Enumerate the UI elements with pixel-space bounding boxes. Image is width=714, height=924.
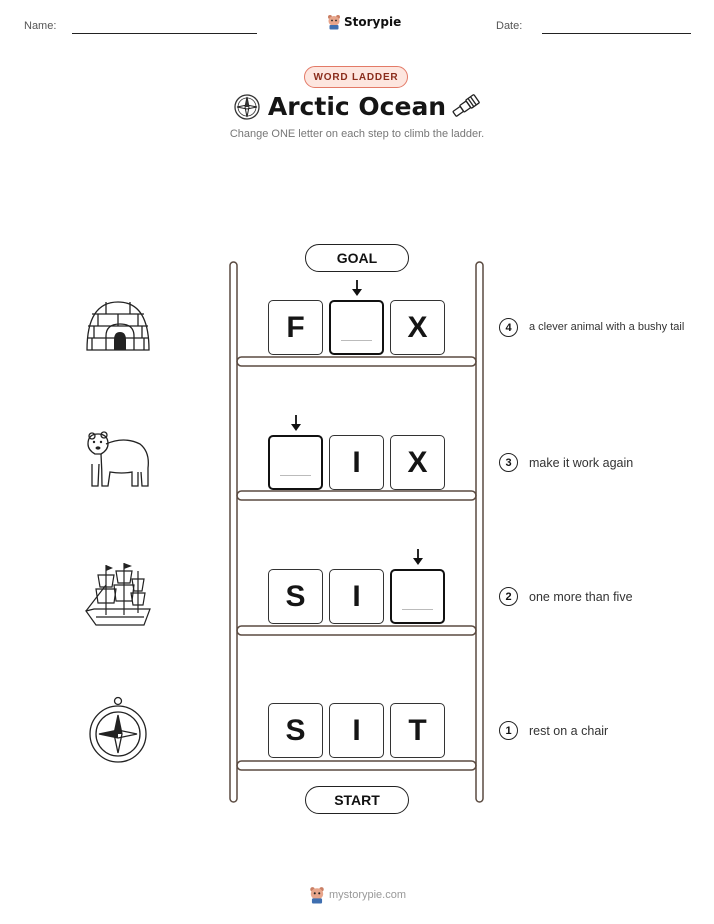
date-line[interactable] xyxy=(542,33,691,34)
letter-tile: I xyxy=(329,435,384,490)
sailing-ship-icon xyxy=(84,561,152,631)
brand-name: Storypie xyxy=(344,15,402,29)
letter-tile: S xyxy=(268,569,323,624)
polar-bear-icon xyxy=(84,430,152,492)
date-label: Date: xyxy=(496,20,523,32)
letter-tile: T xyxy=(390,703,445,758)
instructions: Change ONE letter on each step to climb the ladder. xyxy=(229,128,485,140)
clue-text: make it work again xyxy=(529,456,634,470)
clue-text: one more than five xyxy=(529,590,633,604)
arrow-down-icon xyxy=(289,415,303,431)
igloo-icon xyxy=(84,298,152,354)
letter-tile: X xyxy=(390,435,445,490)
footer-url[interactable]: mystorypie.com xyxy=(329,889,407,901)
answer-blank[interactable] xyxy=(390,569,445,624)
blank-line xyxy=(280,475,311,476)
letter-tile: X xyxy=(390,300,445,355)
goal-label: GOAL xyxy=(305,244,409,272)
answer-blank[interactable] xyxy=(329,300,384,355)
storypie-mascot-icon xyxy=(309,886,325,904)
letter-tile: I xyxy=(329,703,384,758)
clue-text: rest on a chair xyxy=(529,724,609,738)
step-number: 4 xyxy=(499,318,518,337)
step-number: 3 xyxy=(499,453,518,472)
arrow-down-icon xyxy=(350,280,364,296)
footer xyxy=(309,886,406,904)
name-line[interactable] xyxy=(72,33,257,34)
step-number: 1 xyxy=(499,721,518,740)
name-label: Name: xyxy=(24,20,57,32)
clue-text: a clever animal with a bushy tail xyxy=(529,321,685,333)
arrow-down-icon xyxy=(411,549,425,565)
word-ladder-badge: WORD LADDER xyxy=(304,66,408,88)
storypie-mascot-icon xyxy=(327,14,341,30)
answer-blank[interactable] xyxy=(268,435,323,490)
brand-logo xyxy=(327,14,401,30)
spyglass-icon xyxy=(450,92,482,120)
compass-icon xyxy=(88,696,148,764)
start-label: START xyxy=(305,786,409,814)
page-title: Arctic Ocean xyxy=(267,92,447,121)
letter-tile: S xyxy=(268,703,323,758)
letter-tile: F xyxy=(268,300,323,355)
blank-line xyxy=(341,340,372,341)
blank-line xyxy=(402,609,433,610)
letter-tile: I xyxy=(329,569,384,624)
step-number: 2 xyxy=(499,587,518,606)
